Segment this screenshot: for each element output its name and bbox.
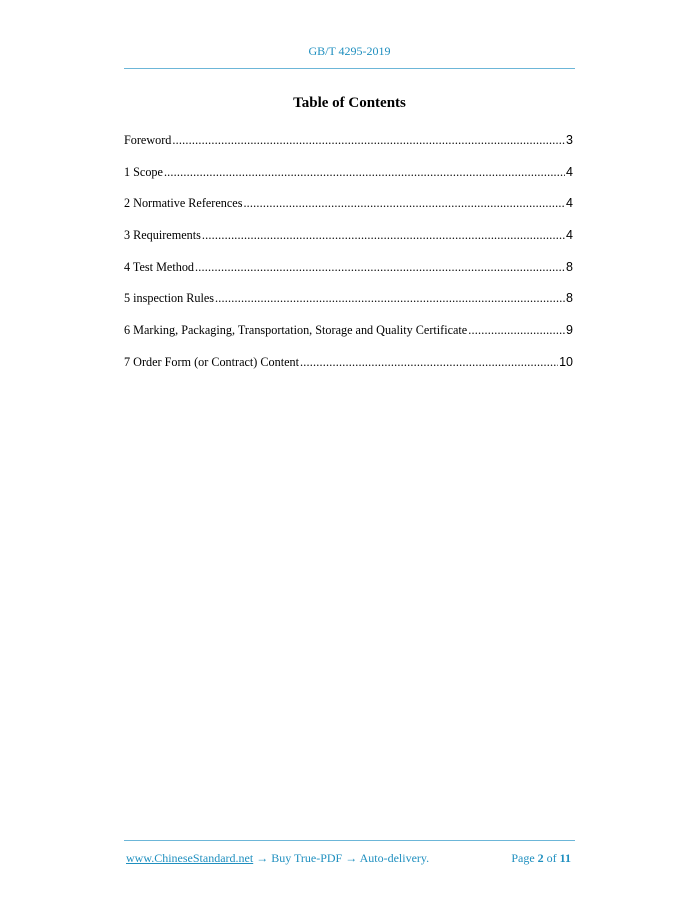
page-word: Page: [511, 851, 535, 865]
toc-entry-order-form[interactable]: [124, 355, 573, 387]
toc-entry-page: 9: [566, 323, 573, 338]
arrow-right-icon: →: [256, 851, 269, 865]
toc-title: Table of Contents: [293, 95, 406, 111]
toc-entry-label: 1 Scope: [124, 164, 163, 179]
toc-entry-page: 4: [566, 164, 573, 179]
arrow-right-icon: →: [345, 851, 358, 865]
toc-entry-marking-packaging[interactable]: [124, 323, 573, 355]
toc-entry-label: 2 Normative References: [124, 196, 243, 211]
toc-entry-page: 4: [566, 196, 573, 211]
running-header: GB/T 4295-2019: [308, 44, 391, 58]
header-divider: [124, 68, 575, 69]
toc-entry-scope[interactable]: [124, 165, 573, 197]
toc-entry-label: Foreword: [124, 133, 172, 147]
of-word: of: [546, 851, 557, 865]
toc-entry-label: 7 Order Form (or Contract) Content: [124, 354, 299, 369]
toc-leader-dots: [300, 355, 558, 370]
total-pages-number: 11: [559, 851, 571, 865]
toc-entry-foreword[interactable]: [124, 133, 573, 165]
toc-entry-page: 8: [566, 259, 573, 274]
toc-entry-page: 8: [566, 291, 573, 306]
footer-divider: [124, 840, 575, 841]
toc-entry-label: 3 Requirements: [124, 228, 201, 243]
toc-leader-dots: [202, 228, 565, 243]
toc-entry-label: 6 Marking, Packaging, Transportation, Storage and Quality Certificate: [124, 323, 468, 338]
toc-entry-page: 10: [559, 354, 573, 369]
toc-entry-requirements[interactable]: [124, 228, 573, 260]
toc-entry-test-method[interactable]: [124, 260, 573, 292]
current-page-number: 2: [537, 851, 544, 865]
toc-leader-dots: [468, 323, 565, 338]
buy-true-pdf-text: Buy True-PDF: [271, 851, 343, 865]
toc-list: [124, 133, 573, 387]
toc-entry-label: 5 inspection Rules: [124, 291, 215, 306]
toc-entry-normative-references[interactable]: [124, 196, 573, 228]
toc-leader-dots: [164, 165, 565, 180]
page-number: [511, 851, 571, 866]
toc-leader-dots: [172, 133, 565, 148]
toc-entry-inspection-rules[interactable]: [124, 291, 573, 323]
toc-leader-dots: [195, 260, 565, 275]
toc-entry-label: 4 Test Method: [124, 259, 195, 274]
toc-leader-dots: [243, 196, 565, 211]
website-link[interactable]: www.ChineseStandard.net: [126, 851, 254, 865]
footer-promo: [126, 851, 429, 866]
toc-leader-dots: [215, 291, 565, 306]
toc-entry-page: 3: [566, 133, 573, 147]
auto-delivery-text: Auto-delivery.: [359, 851, 430, 865]
toc-entry-page: 4: [566, 228, 573, 243]
